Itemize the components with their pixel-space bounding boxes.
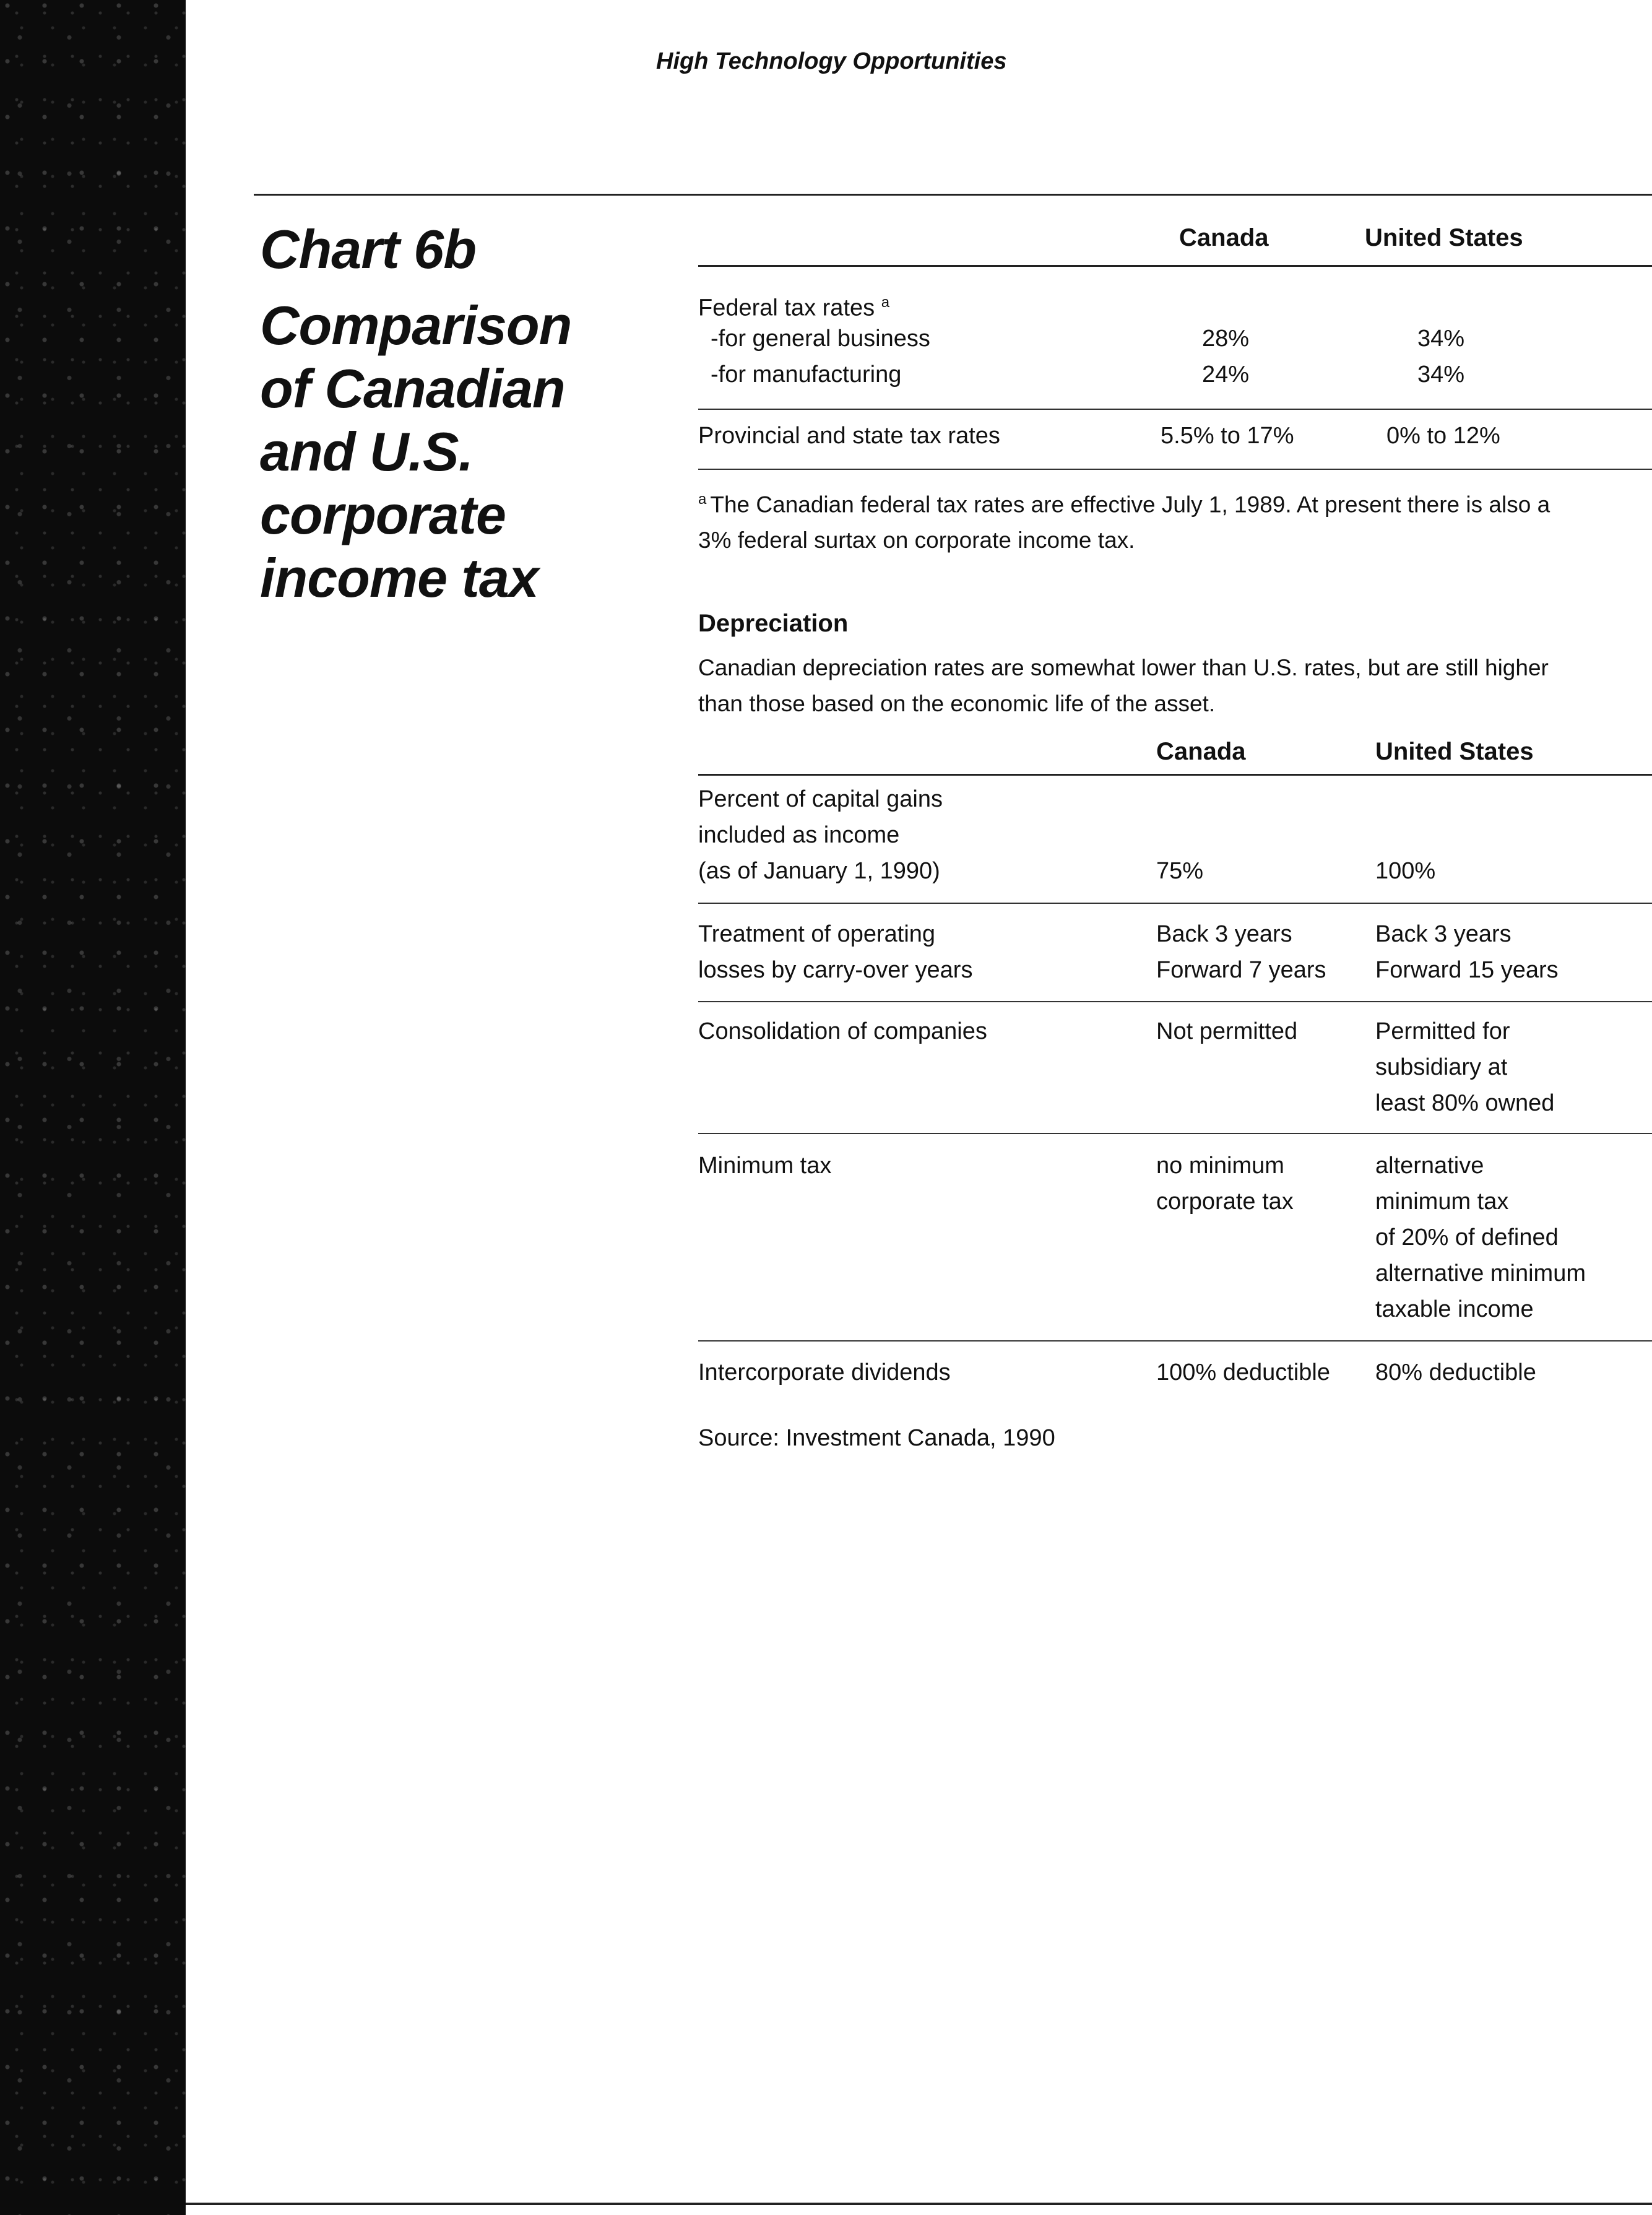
row-minimum-tax-label: Minimum tax [698, 1153, 832, 1179]
table2-row-rule-2 [698, 1001, 1652, 1002]
table2-header-rule [698, 774, 1652, 776]
row-capital-gains-canada: 75% [1156, 858, 1204, 884]
row-capital-gains-label: Percent of capital gains included as income (as of January 1, 1990) [698, 786, 943, 884]
row-general-business-label: -for general business [711, 326, 930, 352]
table2-row-rule-3 [698, 1133, 1652, 1134]
table2-col-us: United States [1375, 738, 1534, 765]
depreciation-text: Canadian depreciation rates are somewhat lower than U.S. rates, but are still higher than those based on the economic life of the asset. [698, 655, 1549, 716]
row-manufacturing-us: 34% [1417, 362, 1465, 388]
top-rule [254, 194, 1652, 196]
table1-footnote: $^a$ The Canadian federal tax rates are effective July 1, 1989. At present there is also a 3% federal surtax on corporate income tax. [698, 491, 1550, 553]
row-minimum-tax-us: alternative minimum tax of 20% of defined alternative minimum taxable income [1375, 1153, 1586, 1322]
row-dividends-us: 80% deductible [1375, 1359, 1536, 1385]
footnote-marker-note: a [698, 491, 707, 508]
table2-row-rule-4 [698, 1340, 1652, 1342]
row-manufacturing-label: -for manufacturing [711, 362, 902, 388]
row-consolidation-canada: Not permitted [1156, 1018, 1298, 1044]
row-manufacturing-canada: 24% [1202, 362, 1250, 388]
table1-bottom-rule [698, 469, 1652, 470]
row-operating-losses-label: Treatment of operating losses by carry-over years [698, 921, 973, 983]
row-provincial-label: Provincial and state tax rates [698, 423, 1000, 449]
footnote-marker: a [881, 294, 890, 311]
scanned-binding-edge [0, 0, 186, 2215]
scan-bottom-edge [186, 2203, 1652, 2205]
table1-col-us: United States [1365, 224, 1523, 251]
running-head: High Technology Opportunities [656, 48, 1007, 74]
row-dividends-label: Intercorporate dividends [698, 1359, 951, 1385]
row-consolidation-us: Permitted for subsidiary at least 80% owned [1375, 1018, 1555, 1116]
depreciation-heading: Depreciation [698, 610, 849, 637]
table1-row-rule [698, 409, 1652, 410]
federal-tax-heading: Federal tax rates $^a$ [698, 294, 890, 321]
row-dividends-canada: 100% deductible [1156, 1359, 1330, 1385]
table2-row-rule-1 [698, 903, 1652, 904]
source-note: Source: Investment Canada, 1990 [698, 1425, 1055, 1451]
row-consolidation-label: Consolidation of companies [698, 1018, 987, 1044]
table1-col-canada: Canada [1179, 224, 1269, 251]
row-provincial-us: 0% to 12% [1386, 423, 1500, 449]
row-operating-losses-canada: Back 3 years Forward 7 years [1156, 921, 1326, 983]
row-minimum-tax-canada: no minimum corporate tax [1156, 1153, 1294, 1215]
row-general-business-us: 34% [1417, 326, 1465, 352]
row-general-business-canada: 28% [1202, 326, 1250, 352]
row-operating-losses-us: Back 3 years Forward 15 years [1375, 921, 1559, 983]
row-provincial-canada: 5.5% to 17% [1161, 423, 1294, 449]
table1-header-rule [698, 265, 1652, 267]
chart-title: Comparison of Canadian and U.S. corporate income tax [260, 295, 572, 609]
chart-label: Chart 6b [260, 219, 476, 280]
row-capital-gains-us: 100% [1375, 858, 1436, 884]
table2-col-canada: Canada [1156, 738, 1246, 765]
